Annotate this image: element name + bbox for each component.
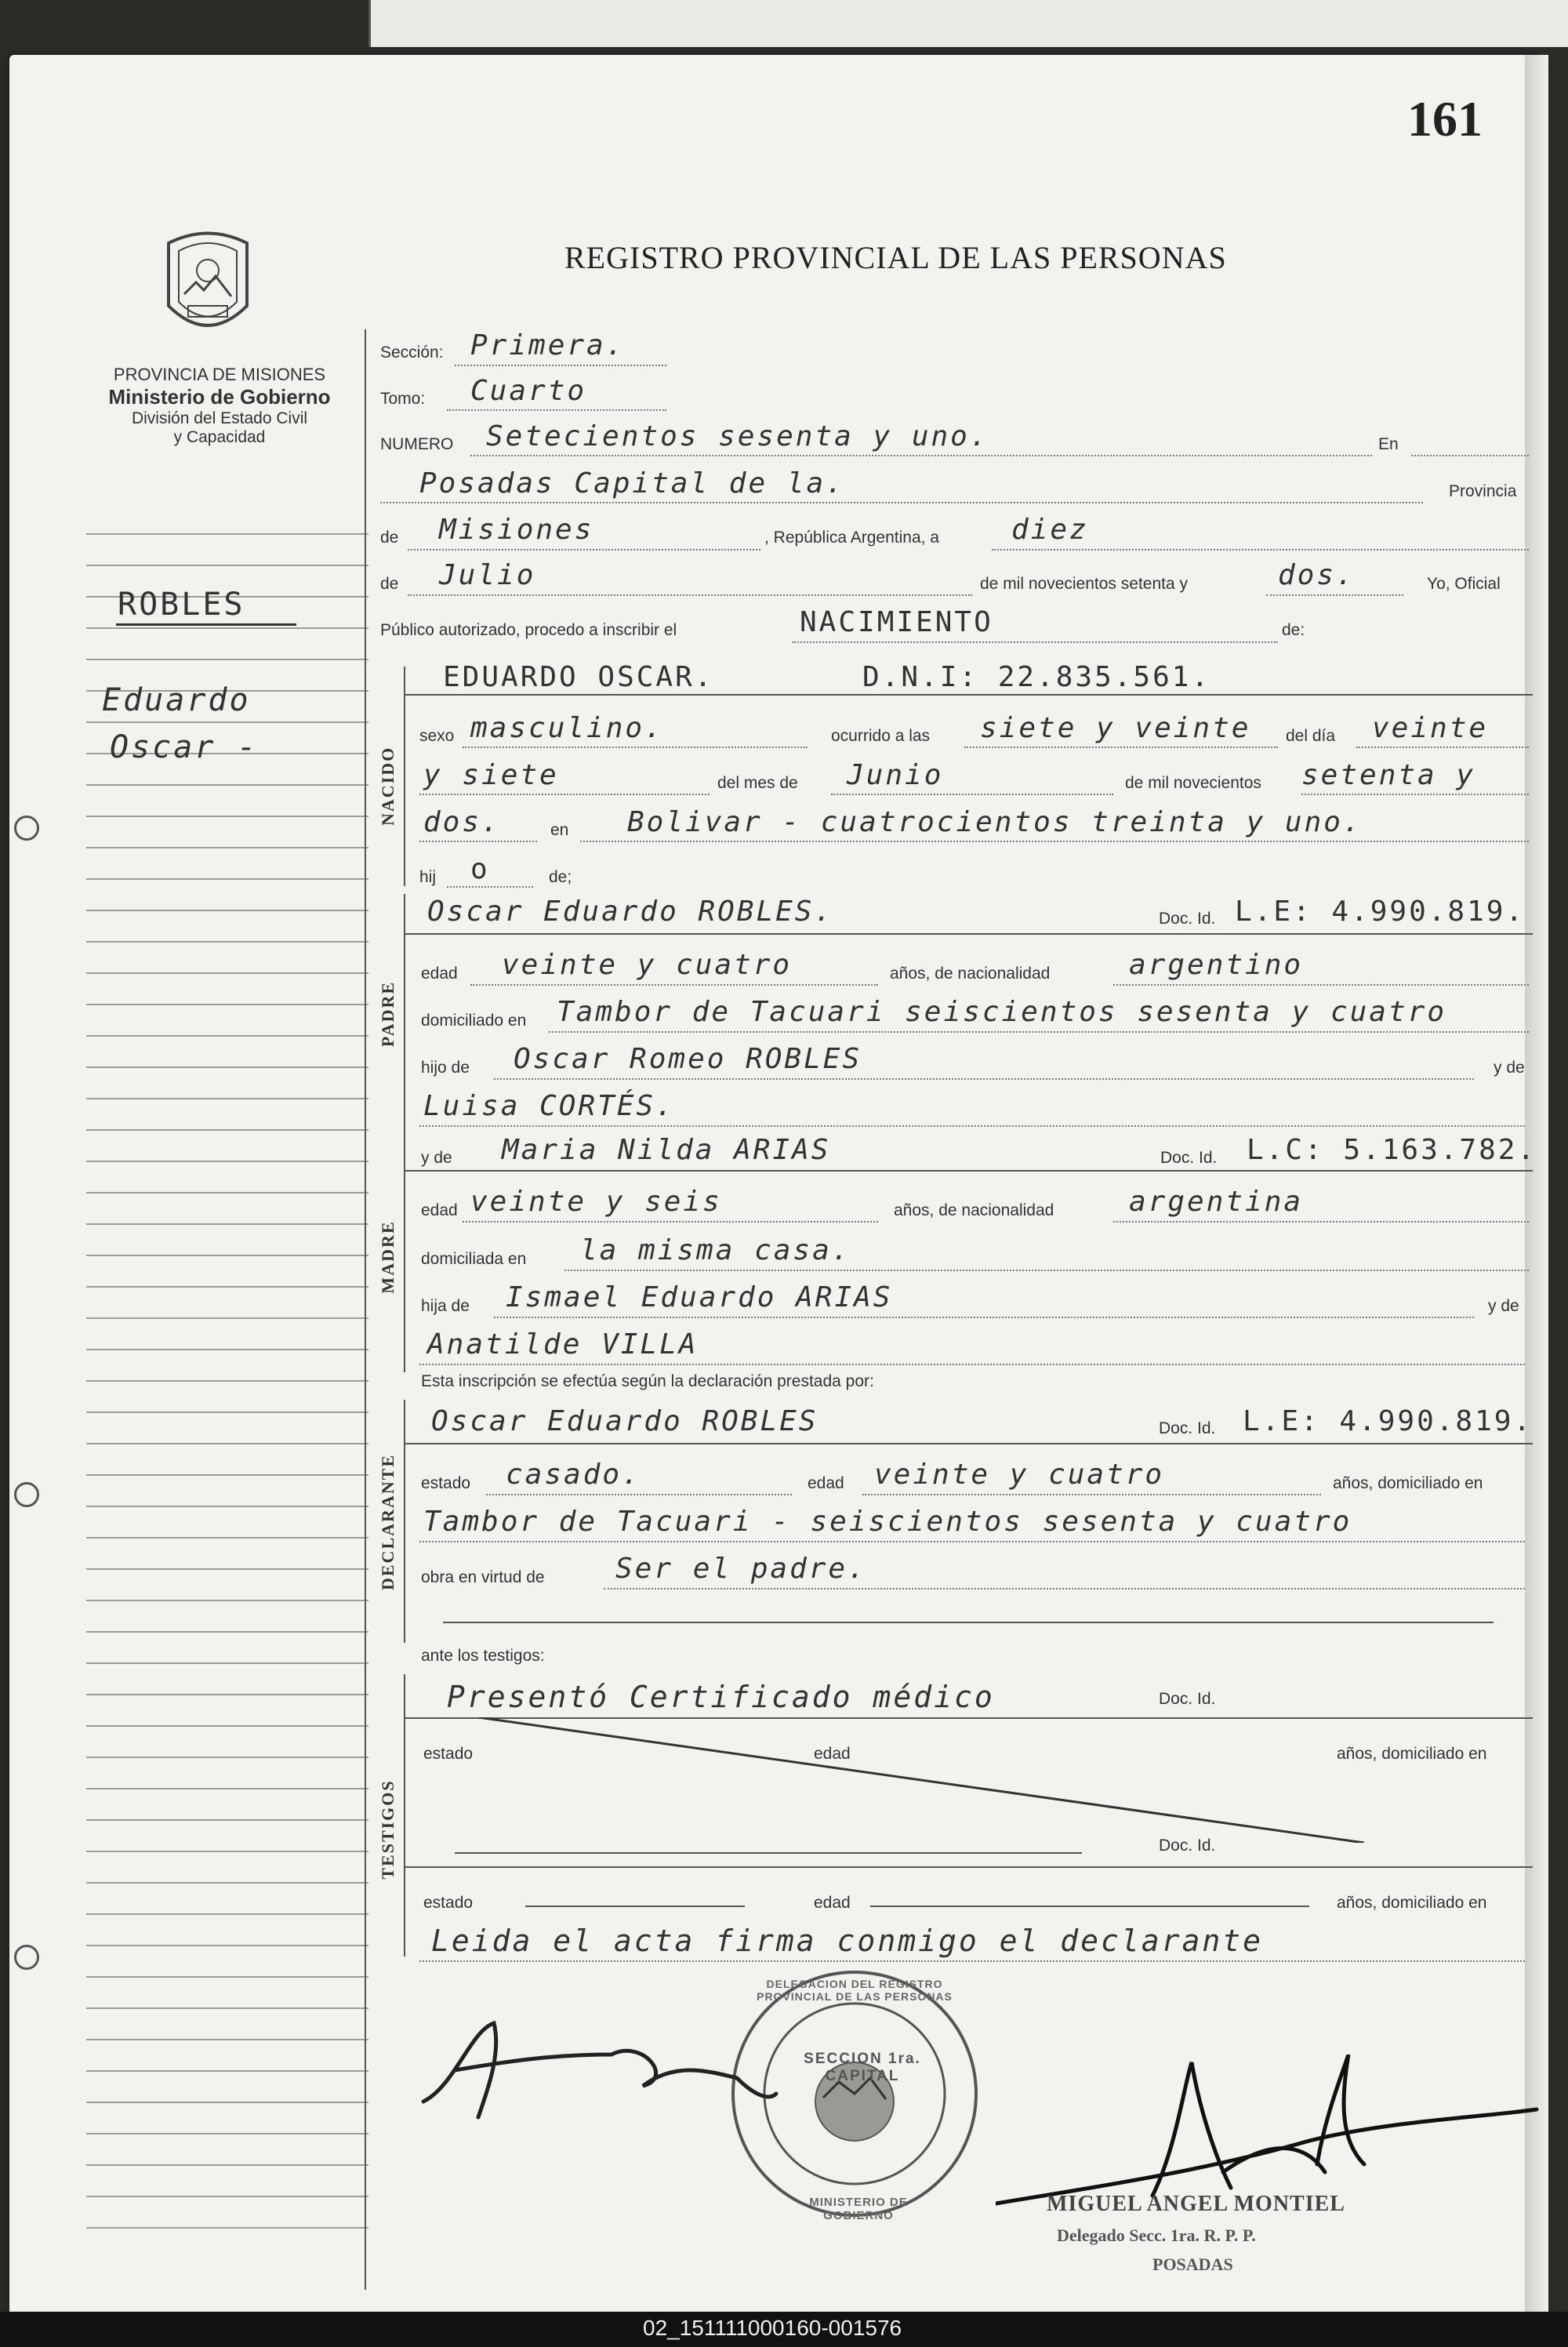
padre-nac-line: [1113, 984, 1529, 986]
crest-line: y Capacidad: [173, 428, 266, 446]
seccion-line: [455, 365, 666, 366]
official-place: POSADAS: [1152, 2254, 1233, 2274]
seal-bottom-text: MINISTERIO DE GOBIERNO: [809, 2196, 908, 2222]
official-title: Delegado Secc. 1ra. R. P. P.: [1057, 2225, 1256, 2245]
madre-y-de-label: y de: [1488, 1297, 1519, 1315]
padre-hijo-label: hijo de: [421, 1059, 470, 1077]
binding-ring: [14, 1482, 39, 1507]
numero-value: Setecientos sesenta y uno.: [486, 420, 989, 452]
padre-section-label: PADRE: [378, 980, 397, 1048]
padre-edad-line: [470, 984, 878, 986]
padre-madre-line: [419, 1125, 1525, 1127]
en-line: [1411, 455, 1529, 456]
numero-line: [470, 455, 1372, 456]
padre-dom: Tambor de Tacuari seiscientos sesenta y cuatro: [557, 996, 1446, 1028]
margin-given-name: Eduardo: [102, 682, 251, 718]
padre-madre: Luisa CORTÉS.: [423, 1090, 675, 1122]
section-rule: [404, 694, 1533, 696]
declarante-intro: Esta inscripción se efectúa según la declaración prestada por:: [421, 1372, 874, 1390]
lugar-line: [380, 502, 1423, 503]
hora-label: ocurrido a las: [831, 727, 931, 745]
sexo-label: sexo: [419, 727, 455, 745]
nacido-nombre: EDUARDO OSCAR.: [443, 661, 714, 693]
lugar-value: Posadas Capital de la.: [419, 467, 845, 500]
de3-label: de:: [1282, 621, 1305, 639]
en-label: en: [550, 821, 569, 839]
section-rule: [404, 1866, 1533, 1868]
seccion-value: Primera.: [470, 329, 626, 361]
nacido-section-label: NACIDO: [378, 746, 397, 826]
testigo2-edad-label: edad: [814, 1894, 851, 1912]
declarante-edad-line: [862, 1494, 1321, 1495]
anio2-line: [419, 841, 537, 842]
padre-dom-line: [549, 1031, 1529, 1033]
madre-nombre: Maria Nilda ARIAS: [502, 1134, 831, 1166]
cancel-stroke: [478, 1717, 1364, 1843]
padre-doc-label: Doc. Id.: [1159, 910, 1216, 928]
mes-value: Julio: [439, 559, 536, 591]
de2-label: de: [380, 575, 399, 593]
republica-label: , República Argentina, a: [764, 529, 939, 547]
official-name: MIGUEL ANGEL MONTIEL: [1047, 2192, 1345, 2216]
madre-dom: la misma casa.: [580, 1234, 851, 1266]
lugar-value: Bolivar - cuatrocientos treinta y uno.: [627, 806, 1363, 838]
back-sheet: [368, 0, 1568, 47]
section-rule: [404, 933, 1533, 935]
surname-underline: [116, 623, 296, 626]
testigo1-edad-label: edad: [814, 1745, 851, 1763]
declarante-estado-label: estado: [421, 1474, 471, 1492]
mes-line: [831, 794, 1113, 795]
binding-ring: [14, 816, 39, 841]
seal-center-text: SECCION 1ra. CAPITAL: [804, 2051, 921, 2084]
tomo-line: [447, 409, 666, 411]
mes-value: Junio: [847, 759, 944, 791]
crest-line: Ministerio de Gobierno: [108, 385, 331, 409]
madre-edad-label: edad: [421, 1201, 458, 1219]
section-rule: [404, 1170, 1533, 1172]
hijo-value: o: [470, 853, 490, 885]
section-divider: [404, 667, 405, 886]
padre-nac-label: años, de nacionalidad: [890, 965, 1051, 983]
madre-padre-line: [494, 1317, 1474, 1318]
declarante-obra: Ser el padre.: [615, 1553, 867, 1585]
declarante-estado-line: [486, 1494, 792, 1495]
declarante-doc: L.E: 4.990.819.: [1243, 1405, 1534, 1437]
padre-y-de-label: y de: [1494, 1059, 1525, 1077]
hijo-label: hij: [419, 868, 437, 886]
padre-doc: L.E: 4.990.819.: [1235, 896, 1526, 928]
anio1-value: setenta y: [1301, 759, 1476, 791]
declarante-estado: casado.: [506, 1459, 641, 1491]
binding-ring: [14, 1945, 39, 1970]
margin-given-name: Oscar -: [110, 729, 259, 765]
en-label: En: [1378, 435, 1399, 453]
provincia-line: [408, 549, 760, 550]
section-divider: [404, 1400, 405, 1643]
section-rule: [404, 1443, 1533, 1444]
declarante-dom-line: [419, 1541, 1525, 1542]
page-edge: [1525, 55, 1548, 2321]
coat-of-arms-icon: [157, 227, 259, 345]
madre-madre: Anatilde VILLA: [427, 1328, 699, 1361]
dia-value: diez: [1011, 514, 1089, 546]
page-number: 161: [1407, 91, 1483, 147]
testigo1-doc-label: Doc. Id.: [1159, 1690, 1216, 1708]
madre-dom-line: [564, 1270, 1529, 1271]
madre-madre-line: [419, 1364, 1525, 1365]
acto-value: NACIMIENTO: [800, 606, 993, 638]
section-divider: [404, 894, 405, 1137]
blank-rule: [443, 1622, 1494, 1623]
section-divider: [404, 1137, 405, 1372]
de-label: de: [380, 529, 399, 547]
anio-value: dos.: [1278, 559, 1356, 591]
madre-section-label: MADRE: [378, 1220, 397, 1294]
declarante-dom-label: años, domiciliado en: [1333, 1474, 1483, 1492]
mes-line: [408, 594, 972, 596]
dia1-line: [1356, 747, 1529, 748]
numero-label: NUMERO: [380, 435, 454, 453]
madre-nac: argentina: [1129, 1186, 1304, 1218]
padre-nac: argentino: [1129, 949, 1304, 981]
declarante-doc-label: Doc. Id.: [1159, 1419, 1216, 1437]
provincia-label: Provincia: [1449, 482, 1517, 500]
dia2-line: [419, 794, 710, 795]
declarante-dom: Tambor de Tacuari - seiscientos sesenta y cuatro: [423, 1506, 1352, 1538]
testigo1-dom-label: años, domiciliado en: [1337, 1745, 1487, 1763]
inscribir-label: Público autorizado, procedo a inscribir el: [380, 621, 677, 639]
de-label: de;: [549, 868, 572, 886]
testigo2-estado-label: estado: [423, 1894, 474, 1912]
declarante-edad: veinte y cuatro: [874, 1459, 1165, 1491]
testigo1-doc2-label: Doc. Id.: [1159, 1837, 1216, 1855]
madre-padre: Ismael Eduardo ARIAS: [506, 1281, 893, 1313]
declarant-signature: [408, 2007, 784, 2133]
acto-line: [792, 641, 1278, 643]
sexo-line: [463, 747, 808, 748]
padre-nombre: Oscar Eduardo ROBLES.: [427, 896, 834, 928]
declarante-nombre: Oscar Eduardo ROBLES: [431, 1405, 818, 1437]
column-divider: [365, 329, 366, 2290]
dia-line: [992, 549, 1529, 550]
declarante-edad-label: edad: [808, 1474, 844, 1492]
crest-line: PROVINCIA DE MISIONES: [113, 365, 326, 384]
padre-padre-line: [494, 1078, 1474, 1080]
nacido-dni: D.N.I: 22.835.561.: [862, 661, 1211, 693]
section-divider: [404, 1674, 405, 1956]
anio1-line: [1301, 794, 1529, 795]
provincia-value: Misiones: [439, 514, 594, 546]
mes-label: del mes de: [717, 774, 798, 792]
sexo-value: masculino.: [470, 712, 664, 744]
seal-ring-text: DELEGACION DEL REGISTRO PROVINCIAL DE LAS PERSONAS: [757, 1978, 953, 2003]
anio-label: de mil novecientos: [1125, 774, 1261, 792]
anio-label: de mil novecientos setenta y: [980, 575, 1188, 593]
testigos-cierre: Leida el acta firma conmigo el declarante: [431, 1924, 1263, 1958]
hora-value: siete y veinte: [980, 712, 1251, 744]
dia2-value: y siete: [423, 759, 559, 791]
dia-label: del día: [1286, 727, 1336, 745]
anio-line: [1266, 594, 1403, 596]
madre-edad: veinte y seis: [470, 1186, 722, 1218]
cierre-line: [419, 1960, 1525, 1962]
madre-doc-label: Doc. Id.: [1160, 1149, 1218, 1167]
testigo2-estado-line: [525, 1906, 745, 1907]
madre-nac-line: [1113, 1221, 1529, 1223]
declarante-section-label: DECLARANTE: [378, 1453, 397, 1590]
seccion-label: Sección:: [380, 343, 444, 361]
madre-edad-line: [463, 1221, 878, 1223]
testigos-intro: ante los testigos:: [421, 1647, 545, 1665]
dia1-value: veinte: [1372, 712, 1489, 744]
tomo-label: Tomo:: [380, 390, 426, 408]
lugar-line: [580, 841, 1529, 842]
testigo1-line: [455, 1852, 1082, 1854]
hijo-line: [447, 886, 533, 888]
testigo2-edad-line: [870, 1906, 1309, 1907]
testigo2-dom-label: años, domiciliado en: [1337, 1894, 1487, 1912]
madre-y-de-label: y de: [421, 1149, 452, 1167]
testigos-nota: Presentó Certificado médico: [447, 1680, 995, 1714]
padre-dom-label: domiciliado en: [421, 1012, 527, 1030]
testigo1-estado-label: estado: [423, 1745, 474, 1763]
margin-surname: ROBLES: [118, 587, 245, 623]
testigos-section-label: TESTIGOS: [378, 1779, 397, 1880]
tomo-value: Cuarto: [470, 375, 587, 407]
padre-padre: Oscar Romeo ROBLES: [514, 1043, 862, 1075]
hora-line: [964, 747, 1278, 748]
footer-reference: 02_151111000160-001576: [643, 2316, 902, 2340]
madre-nac-label: años, de nacionalidad: [894, 1201, 1054, 1219]
padre-edad-label: edad: [421, 965, 458, 983]
anio2-value: dos.: [423, 806, 501, 838]
crest-caption: [78, 365, 361, 447]
page-title: REGISTRO PROVINCIAL DE LAS PERSONAS: [564, 240, 1227, 275]
declarante-obra-label: obra en virtud de: [421, 1568, 545, 1586]
padre-edad: veinte y cuatro: [502, 949, 793, 981]
madre-hija-label: hija de: [421, 1297, 470, 1315]
madre-dom-label: domiciliada en: [421, 1250, 527, 1268]
oficial-label: Yo, Oficial: [1427, 575, 1501, 593]
crest-line: División del Estado Civil: [131, 409, 308, 427]
madre-doc: L.C: 5.163.782.: [1247, 1134, 1537, 1166]
declarante-obra-line: [604, 1588, 1525, 1589]
